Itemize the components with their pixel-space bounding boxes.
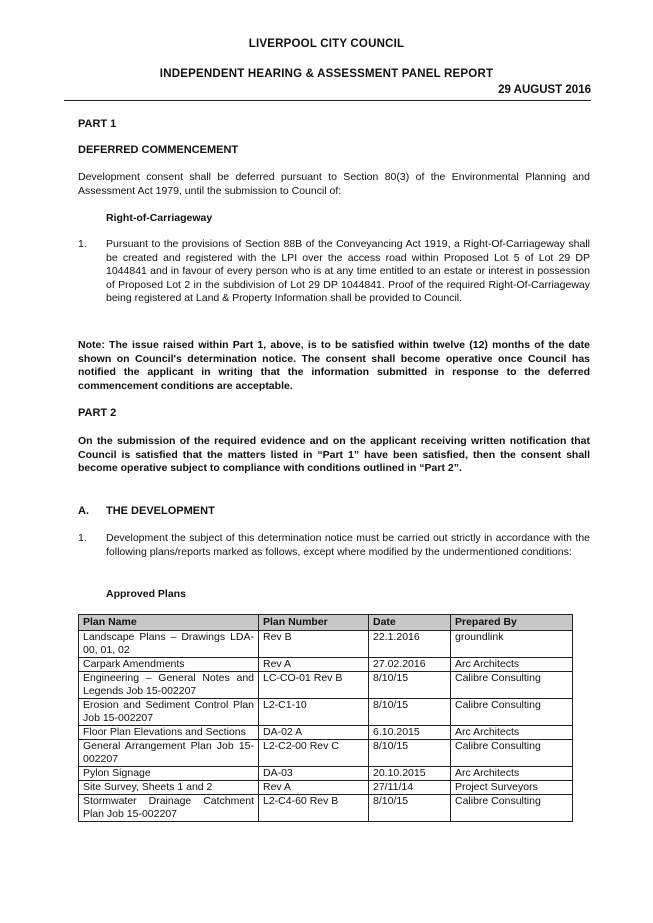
section-a-letter: A. [78,505,89,517]
prepared-by-cell: Project Surveyors [451,781,573,795]
prepared-by-cell: Arc Architects [451,726,573,740]
report-date: 29 AUGUST 2016 [498,84,591,96]
prepared-by-cell: Calibre Consulting [451,699,573,726]
prepared-by-cell: Calibre Consulting [451,672,573,699]
approved-plans-table [78,614,573,822]
column-header: Plan Number [259,615,369,631]
plan-number-cell: L2-C2-00 Rev C [259,740,369,767]
council-name: LIVERPOOL CITY COUNCIL [248,38,405,50]
table-row [79,795,573,822]
prepared-by-cell: Arc Architects [451,767,573,781]
plan-number-cell: L2-C4-60 Rev B [259,795,369,822]
table-row [79,631,573,658]
plan-name-cell: Landscape Plans – Drawings LDA-00, 01, 02 [79,631,259,658]
part1-note: Note: The issue raised within Part 1, above, is to be satisfied within twelve (12) months of the date shown on Council's determination notice. The consent shall become operative once Council has notified the applicant in writing that the information submitted in response to the deferred commencement conditions are acceptable. [78,339,590,392]
prepared-by-cell: Calibre Consulting [451,795,573,822]
table-row [79,699,573,726]
table-row [79,658,573,672]
plan-number-cell: Rev A [259,781,369,795]
table-row [79,672,573,699]
prepared-by-cell: groundlink [451,631,573,658]
date-cell: 27.02.2016 [369,658,451,672]
date-cell: 6.10.2015 [369,726,451,740]
plan-name-cell: General Arrangement Plan Job 15-002207 [79,740,259,767]
prepared-by-cell: Arc Architects [451,658,573,672]
column-header: Prepared By [451,615,573,631]
section-a-item-text: Development the subject of this determination notice must be carried out strictly in accordance with the following plans/reports marked as follows, except where modified by the undermentioned conditions: [106,532,590,558]
row-title: Right-of-Carriageway [106,212,213,224]
approved-plans-label: Approved Plans [106,588,186,600]
plan-name-cell: Carpark Amendments [79,658,259,672]
prepared-by-cell: Calibre Consulting [451,740,573,767]
column-header: Date [369,615,451,631]
header-rule [64,100,591,101]
plan-number-cell: DA-02 A [259,726,369,740]
report-title: INDEPENDENT HEARING & ASSESSMENT PANEL REPORT [159,68,494,80]
plan-number-cell: LC-CO-01 Rev B [259,672,369,699]
part1-intro: Development consent shall be deferred pursuant to Section 80(3) of the Environmental Planning and Assessment Act 1979, until the submission to Council of: [78,171,590,197]
plan-name-cell: Site Survey, Sheets 1 and 2 [79,781,259,795]
plan-number-cell: L2-C1-10 [259,699,369,726]
plan-name-cell: Stormwater Drainage Catchment Plan Job 15-002207 [79,795,259,822]
plan-number-cell: DA-03 [259,767,369,781]
date-cell: 27/11/14 [369,781,451,795]
date-cell: 8/10/15 [369,740,451,767]
plan-number-cell: Rev B [259,631,369,658]
plan-name-cell: Engineering – General Notes and Legends Job 15-002207 [79,672,259,699]
part2-heading: PART 2 [78,407,117,419]
date-cell: 8/10/15 [369,699,451,726]
table-row [79,767,573,781]
table-row [79,740,573,767]
section-a-item-number: 1. [78,532,87,544]
table-row [79,781,573,795]
plan-name-cell: Floor Plan Elevations and Sections [79,726,259,740]
plan-name-cell: Pylon Signage [79,767,259,781]
plan-number-cell: Rev A [259,658,369,672]
section-a-heading: THE DEVELOPMENT [106,505,215,517]
plan-name-cell: Erosion and Sediment Control Plan Job 15-002207 [79,699,259,726]
date-cell: 8/10/15 [369,672,451,699]
part1-item-text: Pursuant to the provisions of Section 88B of the Conveyancing Act 1919, a Right-Of-Carriageway shall be created and registered with the LPI over the access road within Proposed Lot 5 of Lot 29 DP 1044841 and in favour of every person who is at any time entitled to an estate or interest in possession of Proposed Lot 2 in the subdivision of Lot 29 DP 1044841. Proof of the required Right-Of-Carriageway being registered at Land & Property Information shall be provided to Council. [106,238,590,304]
part1-subheading: DEFERRED COMMENCEMENT [78,144,239,156]
part1-item-number: 1. [78,238,87,250]
table-row [79,726,573,740]
date-cell: 8/10/15 [369,795,451,822]
date-cell: 20.10.2015 [369,767,451,781]
part2-intro: On the submission of the required evidence and on the applicant receiving written notification that Council is satisfied that the matters listed in “Part 1” have been satisfied, then the consent shall become operative subject to compliance with conditions outlined in “Part 2”. [78,435,590,474]
part1-heading: PART 1 [78,118,117,130]
date-cell: 22.1.2016 [369,631,451,658]
column-header: Plan Name [79,615,259,631]
table-header-row [79,615,573,631]
